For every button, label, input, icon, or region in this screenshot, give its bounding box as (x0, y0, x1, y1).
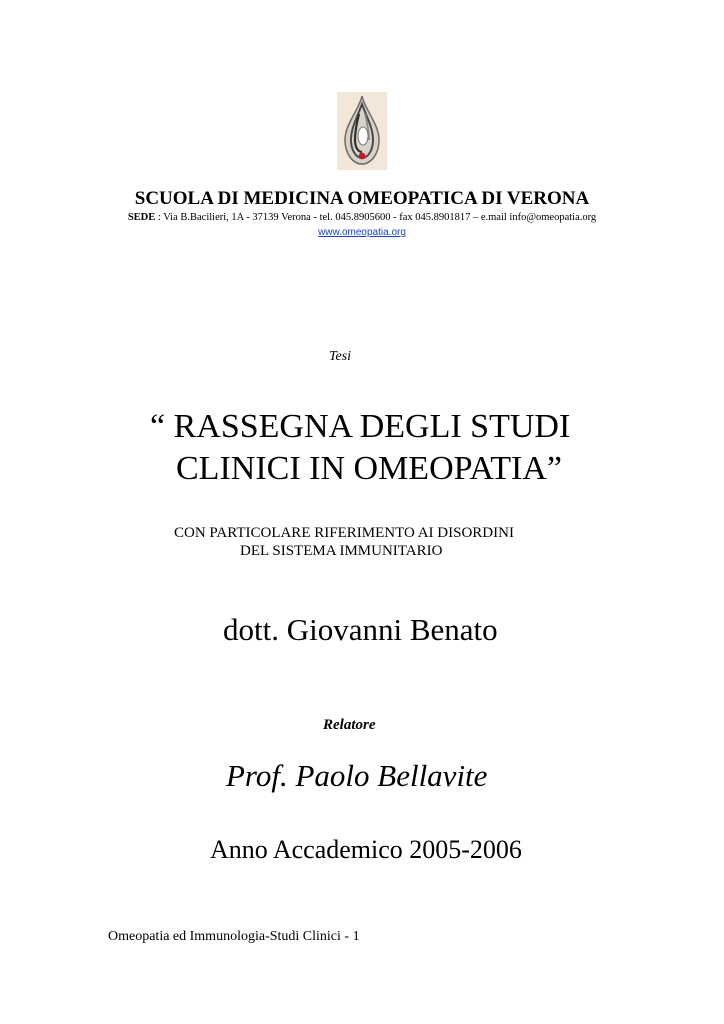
thesis-subtitle-line-1: CON PARTICOLARE RIFERIMENTO AI DISORDINI (174, 525, 514, 541)
thesis-subtitle (174, 524, 514, 560)
thesis-title-line-1: “ RASSEGNA DEGLI STUDI (150, 408, 571, 445)
school-name: SCUOLA DI MEDICINA OMEOPATICA DI VERONA (134, 188, 590, 209)
school-address (0, 212, 724, 223)
sede-label: SEDE (127, 212, 156, 223)
website-link[interactable]: www.omeopatia.org (318, 227, 406, 238)
thesis-subtitle-line-2: DEL SISTEMA IMMUNITARIO (240, 543, 443, 559)
page-footer: Omeopatia ed Immunologia-Studi Clinici - 1 (108, 929, 360, 944)
address-text: : Via B.Bacilieri, 1A - 37139 Verona - tel. 045.8905600 - fax 045.8901817 – e.mail info@omeopatia.org (157, 212, 597, 223)
relatore-label: Relatore (323, 717, 376, 733)
author-name: dott. Giovanni Benato (223, 612, 498, 647)
thesis-title (150, 406, 570, 490)
academic-year: Anno Accademico 2005-2006 (210, 835, 522, 864)
relatore-name: Prof. Paolo Bellavite (226, 758, 488, 793)
school-drop-logo (337, 92, 387, 170)
thesis-title-line-2: CLINICI IN OMEOPATIA” (176, 450, 562, 487)
document-type-label: Tesi (329, 349, 352, 364)
